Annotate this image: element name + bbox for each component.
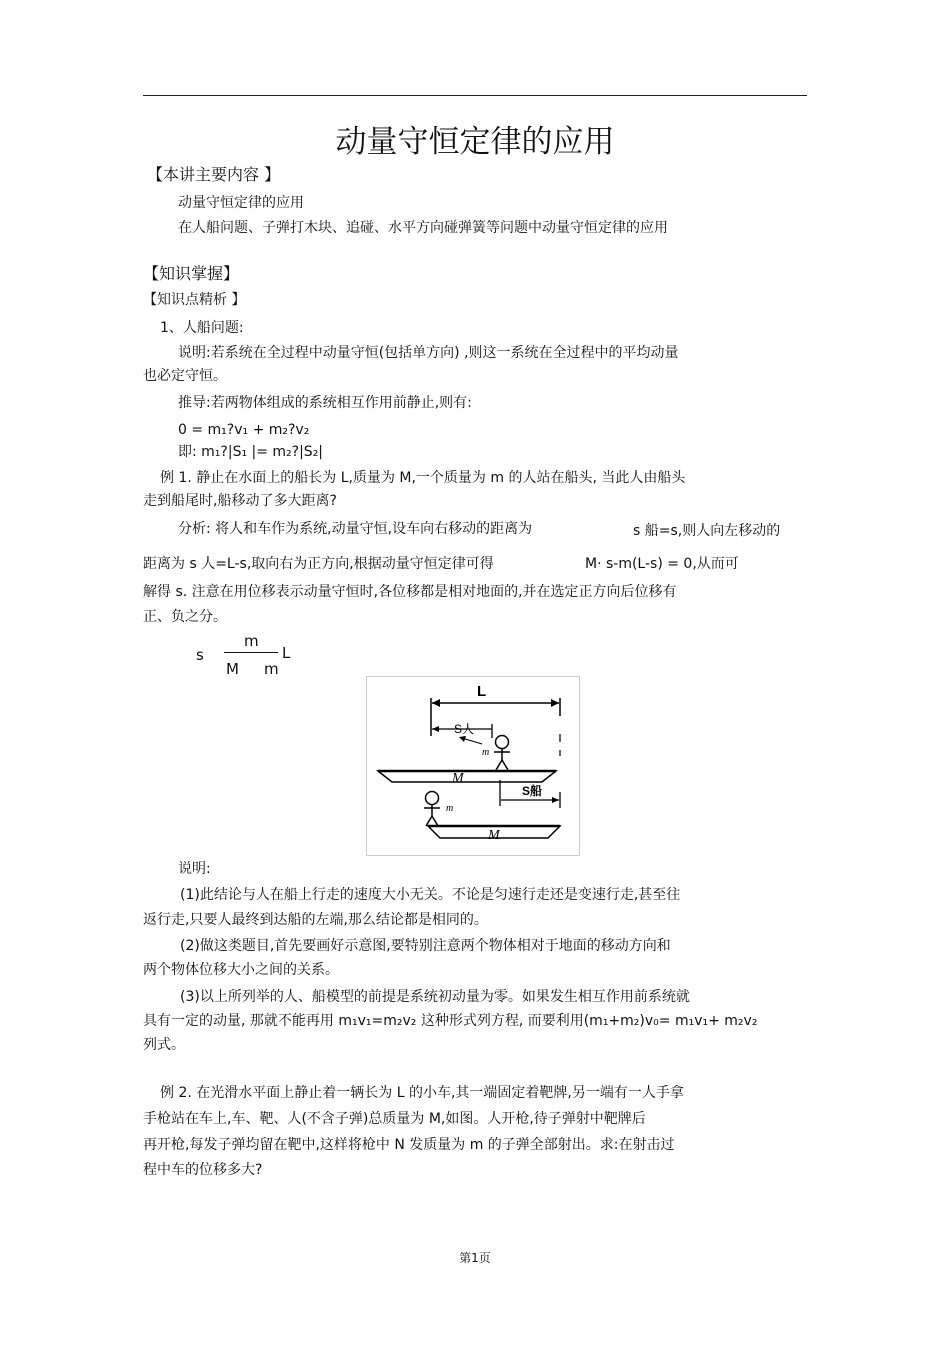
desc-line-1: 说明:若系统在全过程中动量守恒(包括单方向) ,则这一系统在全过程中的平均动量: [178, 345, 679, 361]
formula-fraction-bar: [224, 652, 278, 653]
note3-line-2: 具有一定的动量, 那就不能再用 m₁v₁=m₂v₂ 这种形式列方程, 而要利用(m₁+m₂)v₀= m₁v₁+ m₂v₂: [143, 1013, 758, 1029]
example2-line-1: 例 2. 在光滑水平面上静止着一辆长为 L 的小车,其一端固定着靶牌,另一端有一人手拿: [160, 1085, 684, 1101]
formula-rhs: L: [282, 644, 291, 662]
analysis-line-1: 分析: 将人和车作为系统,动量守恒,设车向右移动的距离为: [178, 521, 533, 537]
example2-line-4: 程中车的位移多大?: [143, 1162, 263, 1178]
label-s-person: S人: [454, 722, 475, 736]
page-number: 第1页: [459, 1251, 491, 1265]
label-m-bottom: m: [446, 803, 454, 814]
example2-line-2: 手枪站在车上,车、靶、人(不含子弹)总质量为 M,如图。人开枪,待子弹射中靶牌后: [143, 1111, 646, 1127]
note2-line-1: (2)做这类题目,首先要画好示意图,要特别注意两个物体相对于地面的移动方向和: [180, 938, 671, 954]
note-heading: 说明:: [178, 861, 211, 877]
knowledge-subheading: 【知识点精析 】: [143, 292, 246, 308]
main-content-heading: 【本讲主要内容 】: [147, 165, 281, 184]
label-s-boat: S船: [522, 784, 543, 798]
content-item-2: 在人船问题、子弹打木块、追碰、水平方向碰弹簧等问题中动量守恒定律的应用: [178, 220, 668, 236]
header-rule: [143, 95, 807, 96]
note3-line-3: 列式。: [143, 1037, 185, 1053]
content-item-1: 动量守恒定律的应用: [178, 195, 304, 211]
analysis-line-2b: M· s-m(L-s) = 0,从而可: [585, 556, 739, 572]
label-m-top: m: [482, 747, 490, 758]
knowledge-heading: 【知识掌握】: [143, 264, 240, 283]
label-M-bottom: M: [488, 828, 500, 843]
desc-line-2: 也必定守恒。: [143, 368, 227, 384]
note1-line-1: (1)此结论与人在船上行走的速度大小无关。不论是匀速行走还是变速行走,甚至往: [180, 887, 681, 903]
page-title: 动量守恒定律的应用: [335, 124, 615, 160]
example2-line-3: 再开枪,每发子弹均留在靶中,这样将枪中 N 发质量为 m 的子弹全部射出。求:在射击过: [143, 1137, 675, 1153]
note1-line-2: 返行走,只要人最终到达船的左端,那么结论都是相同的。: [143, 912, 488, 928]
note3-line-1: (3)以上所列举的人、船模型的前提是系统初动量为零。如果发生相互作用前系统就: [180, 989, 690, 1005]
point-title: 1、人船问题:: [160, 320, 244, 336]
example1-line-2: 走到船尾时,船移动了多大距离?: [143, 493, 337, 509]
example1-line-1: 例 1. 静止在水面上的船长为 L,质量为 M,一个质量为 m 的人站在船头, 当此人由船头: [160, 470, 686, 486]
equation-1: 0 = m₁?v₁ + m₂?v₂: [178, 422, 310, 438]
equation-2: 即: m₁?|S₁ |= m₂?|S₂|: [178, 444, 324, 460]
note2-line-2: 两个物体位移大小之间的关系。: [143, 962, 339, 978]
person-boat-diagram: [366, 676, 580, 856]
derive-text: 推导:若两物体组成的系统相互作用前静止,则有:: [178, 395, 472, 411]
analysis-line-1b: s 船=s,则人向左移动的: [633, 523, 781, 539]
analysis-line-2a: 距离为 s 人=L-s,取向右为正方向,根据动量守恒定律可得: [143, 556, 494, 572]
label-L: L: [477, 683, 487, 700]
formula-lhs: s: [196, 646, 204, 664]
formula-numerator: m: [244, 632, 259, 650]
formula-denominator-M: M: [226, 660, 239, 678]
analysis-line-3: 解得 s. 注意在用位移表示动量守恒时,各位移都是相对地面的,并在选定正方向后位移有: [143, 584, 677, 600]
label-M-top: M: [452, 771, 464, 786]
formula-denominator-m: m: [264, 660, 279, 678]
analysis-line-4: 正、负之分。: [143, 609, 227, 625]
